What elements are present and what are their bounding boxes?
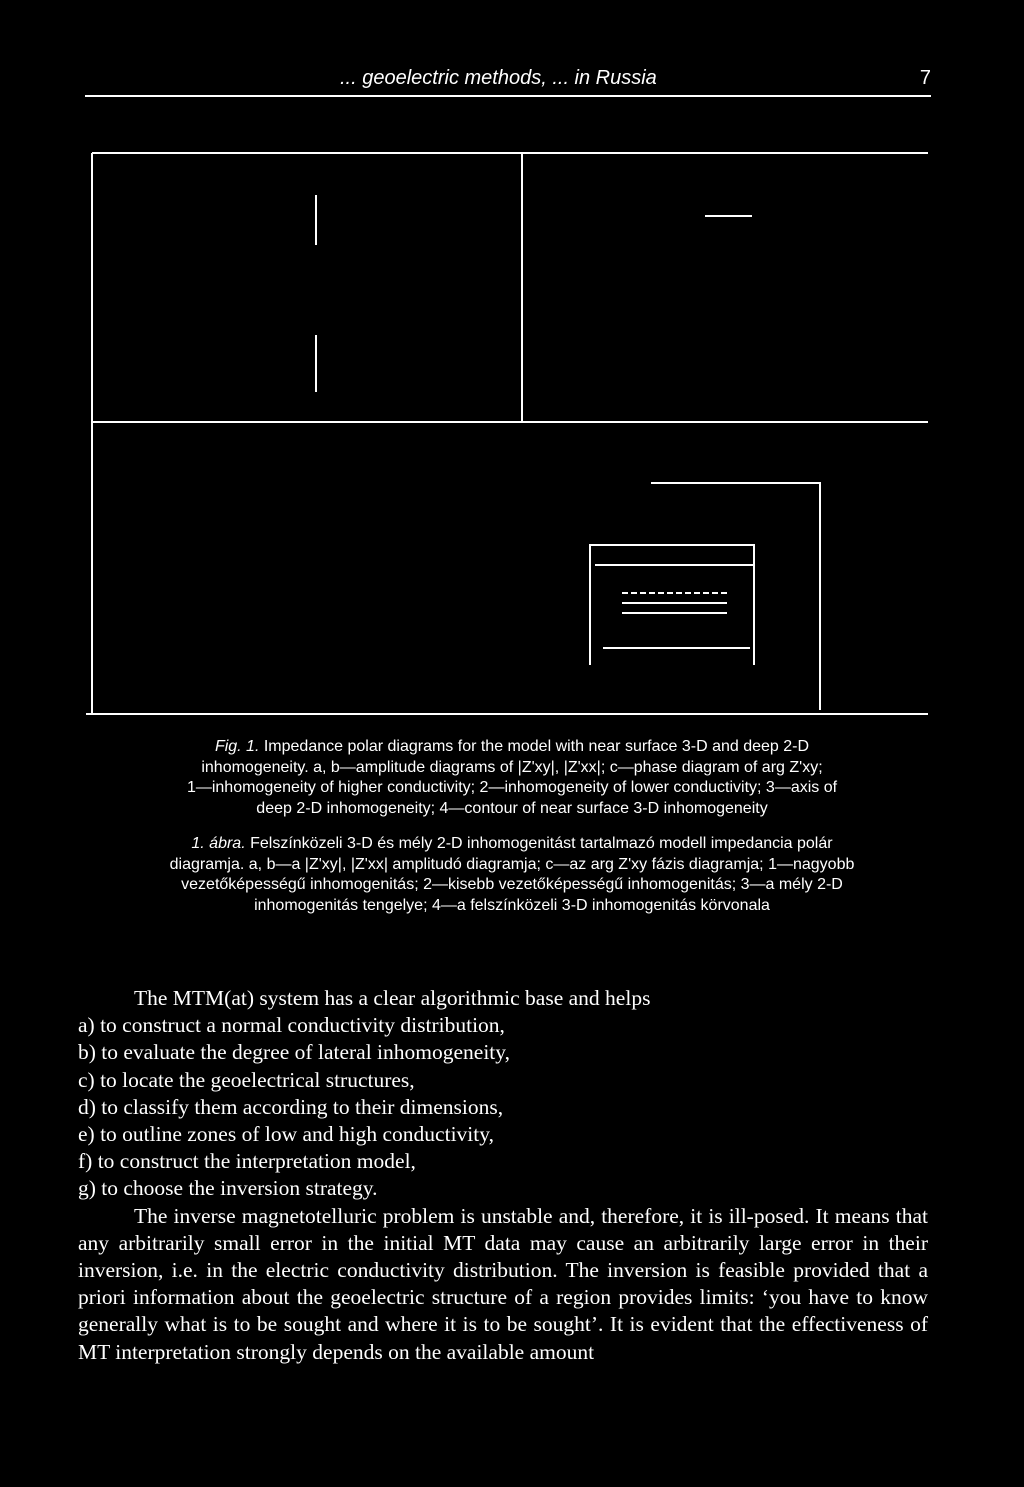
caption-en-line-3: 1—inhomogeneity of higher conductivity; 2—inhomogeneity of lower conductivity; 3—axis of	[186, 779, 838, 796]
list-item-c: c) to locate the geoelectrical structures,	[78, 1067, 415, 1092]
body-text	[78, 985, 928, 1366]
page-number: 7	[919, 67, 931, 89]
figure-caption-english	[92, 737, 932, 819]
list-item-a: a) to construct a normal conductivity distribution,	[78, 1013, 505, 1038]
panel-d-outer-bracket	[651, 483, 820, 710]
caption-en-line-1: Impedance polar diagrams for the model with near surface 3-D and deep 2-D	[263, 738, 810, 755]
body-intro: The MTM(at) system has a clear algorithmic base and helps	[134, 986, 651, 1010]
caption-en-line-4: deep 2-D inhomogeneity; 4—contour of near surface 3-D inhomogeneity	[256, 799, 768, 817]
list-item-g: g) to choose the inversion strategy.	[78, 1176, 378, 1201]
figure-caption-hungarian	[92, 834, 932, 916]
list-item-f: f) to construct the interpretation model,	[78, 1149, 416, 1174]
caption-hu-line-3: vezetőképességű inhomogenitás; 2—kisebb vezetőképességű inhomogenitás; 3—a mély 2-D	[181, 876, 843, 893]
figure-1-graphic	[0, 0, 1024, 720]
list-item-d: d) to classify them according to their dimensions,	[78, 1094, 504, 1119]
caption-hu-line-1: Felszínközeli 3-D és mély 2-D inhomogenitást tartalmazó modell impedancia polár	[250, 835, 833, 852]
list-item-e: e) to outline zones of low and high conductivity,	[78, 1122, 494, 1147]
caption-en-line-2: inhomogeneity. a, b—amplitude diagrams of |Z'xy|, |Z'xx|; c—phase diagram of arg Z'xy;	[201, 758, 823, 776]
figure-label-english: Fig. 1.	[214, 738, 260, 755]
caption-hu-line-4: inhomogenitás tengelye; 4—a felszínközeli 3-D inhomogenitás körvonala	[254, 896, 770, 914]
figure-1	[0, 0, 1024, 720]
caption-hu-line-2: diagramja. a, b—a |Z'xy|, |Z'xx| amplitudó diagramja; c—az arg Z'xy fázis diagramja; 1—nagyobb	[169, 855, 855, 873]
list-item-b: b) to evaluate the degree of lateral inhomogeneity,	[78, 1040, 511, 1065]
running-title: ... geoelectric methods, ... in Russia	[340, 67, 657, 89]
body-paragraph-2: The inverse magnetotelluric problem is unstable and, therefore, it is ill-posed. It means that any arbitrarily small error in the initial MT data may cause an arbitrarily large error in their inversion, i.e. in the electric conductivity distribution. The inversion is feasible provided that a priori information about the geoelectric structure of a region provides limits: ‘you have to know generally what is to be sought and where it is to be sought’. It is evident that the effectiveness of MT interpretation strongly depends on the available amount	[78, 1203, 928, 1364]
figure-label-hungarian: 1. ábra.	[191, 835, 246, 852]
